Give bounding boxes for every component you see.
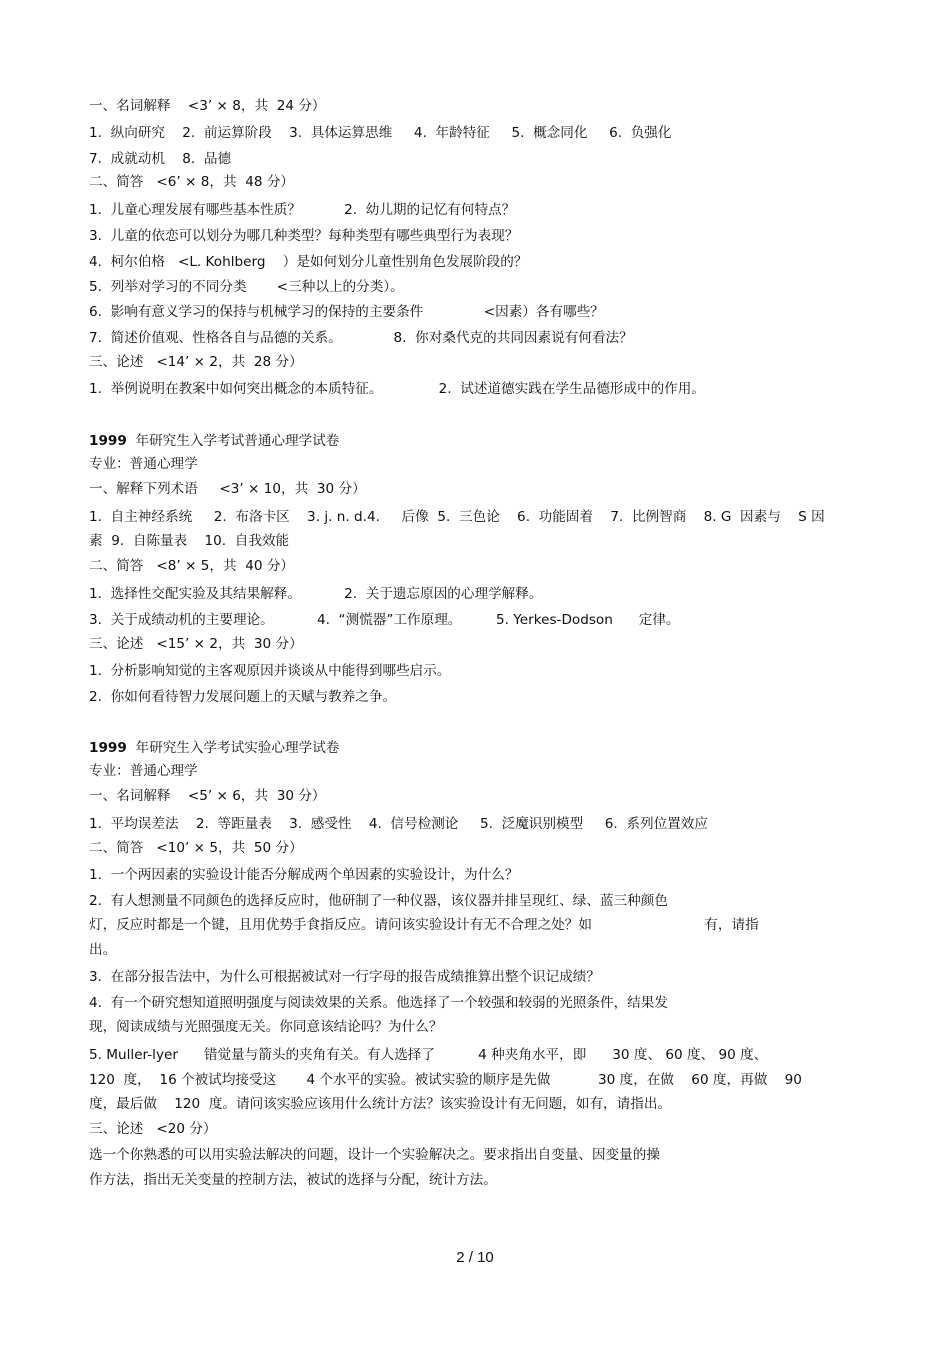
text-line: 出。 — [89, 942, 117, 958]
text-line: 专业：普通心理学 — [89, 763, 198, 779]
text-line: 一、名词解释 <5’ × 6，共 30 分） — [89, 788, 326, 804]
text-line: 6. 影响有意义学习的保持与机械学习的保持的主要条件 <因素）各有哪些？ — [89, 304, 604, 320]
text-line: 3. 关于成绩动机的主要理论。 4. “测慌器”工作原理。 5. Yerkes-Dodson 定律。 — [89, 612, 680, 628]
text-line: 4. 柯尔伯格 <L. Kohlberg ）是如何划分儿童性别角色发展阶段的？ — [89, 254, 528, 270]
text-line: 三、论述 <15’ × 2，共 30 分） — [89, 636, 303, 652]
text-line: 二、简答 <8’ × 5，共 40 分） — [89, 558, 295, 574]
text-line: 3. 儿童的依恋可以划分为哪几种类型？每种类型有哪些典型行为表现？ — [89, 228, 519, 244]
text-line: 1. 举例说明在教案中如何突出概念的本质特征。 2. 试述道德实践在学生品德形成中的作用。 — [89, 381, 705, 397]
text-line: 1. 一个两因素的实验设计能否分解成两个单因素的实验设计，为什么？ — [89, 867, 519, 883]
section-title: 1999 年研究生入学考试普通心理学试卷 — [89, 433, 340, 449]
page-number: 2 / 10 — [456, 1249, 494, 1266]
text-line: 7. 成就动机 8. 品德 — [89, 151, 232, 167]
text-line: 素 9. 自陈量表 10. 自我效能 — [89, 533, 290, 549]
text-line: 1. 儿童心理发展有哪些基本性质？ 2. 幼儿期的记忆有何特点？ — [89, 202, 516, 218]
text-line: 1. 平均误差法 2. 等距量表 3. 感受性 4. 信号检测论 5. 泛魔识别模型 6. 系列位置效应 — [89, 816, 708, 832]
text-line: 现，阅读成绩与光照强度无关。你同意该结论吗？为什么？ — [89, 1019, 443, 1035]
text-line: 5. 列举对学习的不同分类 <三种以上的分类）。 — [89, 279, 404, 295]
text-line: 2. 你如何看待智力发展问题上的天赋与教养之争。 — [89, 689, 397, 705]
text-line: 灯，反应时都是一个键，且用优势手食指反应。请问该实验设计有无不合理之处？如 有，请指 — [89, 917, 759, 933]
text-line: 二、简答 <10’ × 5，共 50 分） — [89, 840, 303, 856]
text-line: 作方法，指出无关变量的控制方法，被试的选择与分配，统计方法。 — [89, 1172, 497, 1188]
text-line: 1. 分析影响知觉的主客观原因并谈谈从中能得到哪些启示。 — [89, 663, 451, 679]
text-line: 1. 选择性交配实验及其结果解释。 2. 关于遗忘原因的心理学解释。 — [89, 586, 543, 602]
text-line: 1. 纵向研究 2. 前运算阶段 3. 具体运算思维 4. 年龄特征 5. 概念同化 6. 负强化 — [89, 125, 672, 141]
text-line: 7. 简述价值观、性格各自与品德的关系。 8. 你对桑代克的共同因素说有何看法？ — [89, 330, 633, 346]
text-line: 一、解释下列术语 <3’ × 10，共 30 分） — [89, 481, 366, 497]
text-line: 3. 在部分报告法中，为什么可根据被试对一行字母的报告成绩推算出整个识记成绩？ — [89, 969, 600, 985]
text-line: 度，最后做 120 度。请问该实验应该用什么统计方法？该实验设计有无问题，如有，请指出。 — [89, 1096, 672, 1112]
text-line: 专业：普通心理学 — [89, 456, 198, 472]
text-line: 三、论述 <20 分） — [89, 1121, 217, 1137]
text-line: 选一个你熟悉的可以用实验法解决的问题，设计一个实验解决之。要求指出自变量、因变量的操 — [89, 1147, 660, 1163]
text-line: 2. 有人想测量不同颜色的选择反应时，他研制了一种仪器，该仪器并排呈现红、绿、蓝三种颜色 — [89, 893, 668, 909]
text-line: 4. 有一个研究想知道照明强度与阅读效果的关系。他选择了一个较强和较弱的光照条件，结果发 — [89, 995, 668, 1011]
section-title: 1999 年研究生入学考试实验心理学试卷 — [89, 740, 340, 756]
text-line: 一、名词解释 <3’ × 8，共 24 分） — [89, 98, 326, 114]
text-line: 三、论述 <14’ × 2，共 28 分） — [89, 354, 303, 370]
text-line: 120 度， 16 个被试均接受这 4 个水平的实验。被试实验的顺序是先做 30 度，在做 60 度，再做 90 — [89, 1072, 802, 1088]
text-line: 5. Muller-lyer 错觉量与箭头的夹角有关。有人选择了 4 种夹角水平，即 30 度、 60 度、 90 度、 — [89, 1047, 768, 1063]
text-line: 二、简答 <6’ × 8，共 48 分） — [89, 174, 295, 190]
text-line: 1. 自主神经系统 2. 布洛卡区 3. j. n. d.4. 后像 5. 三色论 6. 功能固着 7. 比例智商 8. G 因素与 S 因 — [89, 509, 825, 525]
